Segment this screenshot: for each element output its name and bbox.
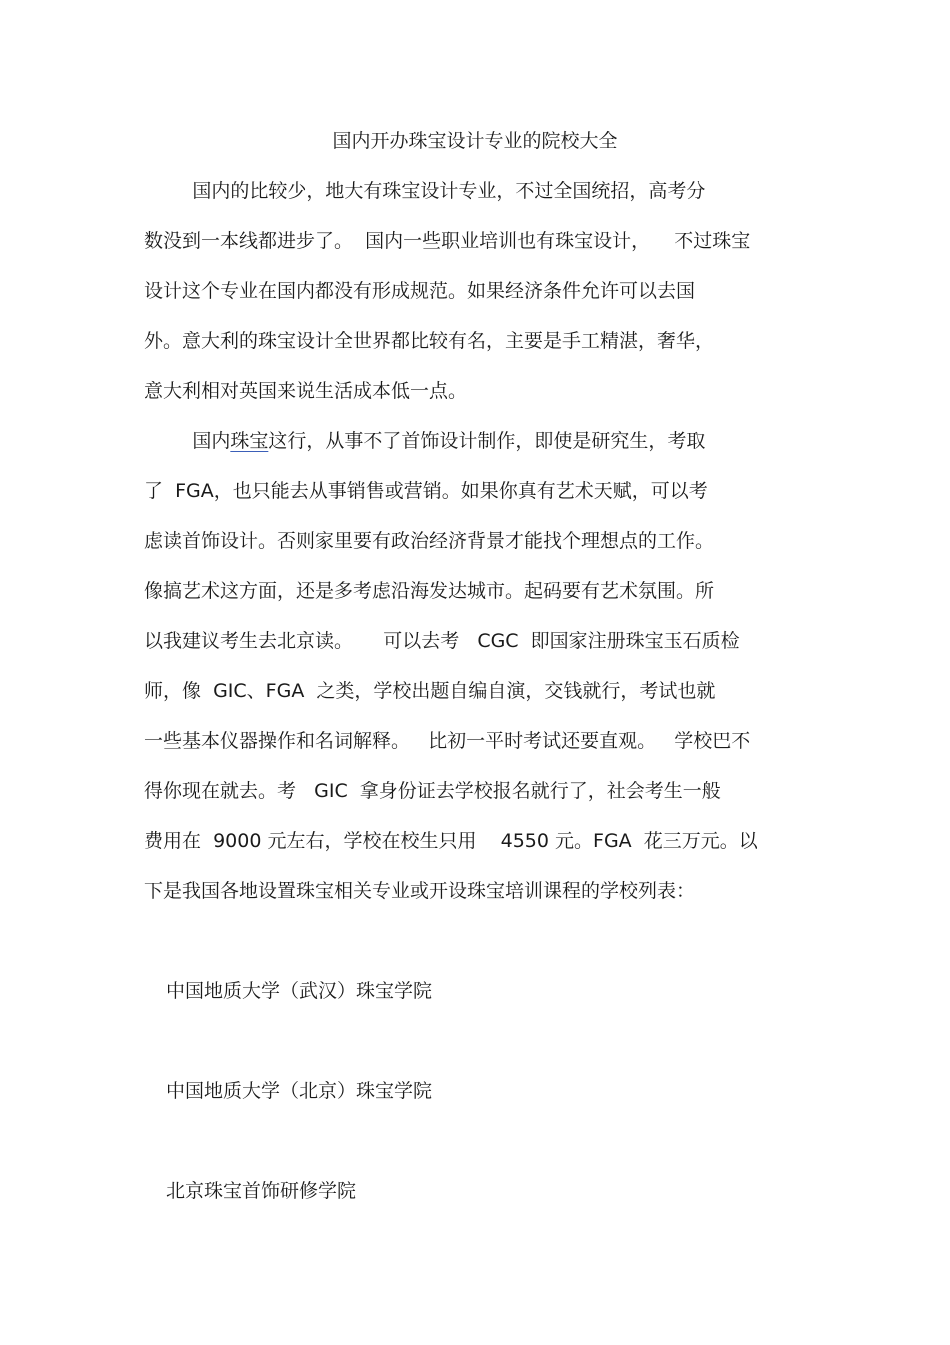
school-list-item: 中国地质大学（武汉）珠宝学院 bbox=[166, 980, 433, 1002]
paragraph-line: 国内的比较少，地大有珠宝设计专业，不过全国统招，高考分 bbox=[144, 180, 706, 202]
paragraph-line: 下是我国各地设置珠宝相关专业或开设珠宝培训课程的学校列表： bbox=[144, 880, 696, 902]
paragraph-line: 一些基本仪器操作和名词解释。 比初一平时考试还要直观。 学校巴不 bbox=[144, 730, 751, 752]
school-list-item: 北京珠宝首饰研修学院 bbox=[166, 1180, 357, 1202]
paragraph-line: 了 FGA，也只能去从事销售或营销。如果你真有艺术天赋，可以考 bbox=[144, 480, 708, 502]
paragraph-line: 像搞艺术这方面，还是多考虑沿海发达城市。起码要有艺术氛围。所 bbox=[144, 580, 715, 602]
jewelry-link[interactable]: 珠宝 bbox=[230, 430, 269, 452]
paragraph-line: 外。意大利的珠宝设计全世界都比较有名，主要是手工精湛，奢华， bbox=[144, 330, 715, 352]
paragraph-line: 设计这个专业在国内都没有形成规范。如果经济条件允许可以去国 bbox=[144, 280, 696, 302]
text-after-link: 这行，从事不了首饰设计制作，即使是研究生，考取 bbox=[268, 430, 706, 452]
paragraph-line-with-link bbox=[144, 426, 705, 456]
paragraph-line: 数没到一本线都进步了。 国内一些职业培训也有珠宝设计， 不过珠宝 bbox=[144, 230, 751, 252]
text-before-link: 国内 bbox=[144, 430, 231, 452]
school-list-item: 中国地质大学（北京）珠宝学院 bbox=[166, 1080, 433, 1102]
paragraph-line: 以我建议考生去北京读。 可以去考 CGC 即国家注册珠宝玉石质检 bbox=[144, 630, 740, 652]
paragraph-line: 意大利相对英国来说生活成本低一点。 bbox=[144, 380, 468, 402]
document-title: 国内开办珠宝设计专业的院校大全 bbox=[332, 130, 618, 152]
paragraph-line: 费用在 9000 元左右，学校在校生只用 4550 元。FGA 花三万元。以 bbox=[144, 830, 758, 852]
paragraph-line: 师，像 GIC、FGA 之类，学校出题自编自演，交钱就行，考试也就 bbox=[144, 680, 716, 702]
paragraph-line: 得你现在就去。考 GIC 拿身份证去学校报名就行了，社会考生一般 bbox=[144, 780, 721, 802]
paragraph-line: 虑读首饰设计。否则家里要有政治经济背景才能找个理想点的工作。 bbox=[144, 530, 715, 552]
